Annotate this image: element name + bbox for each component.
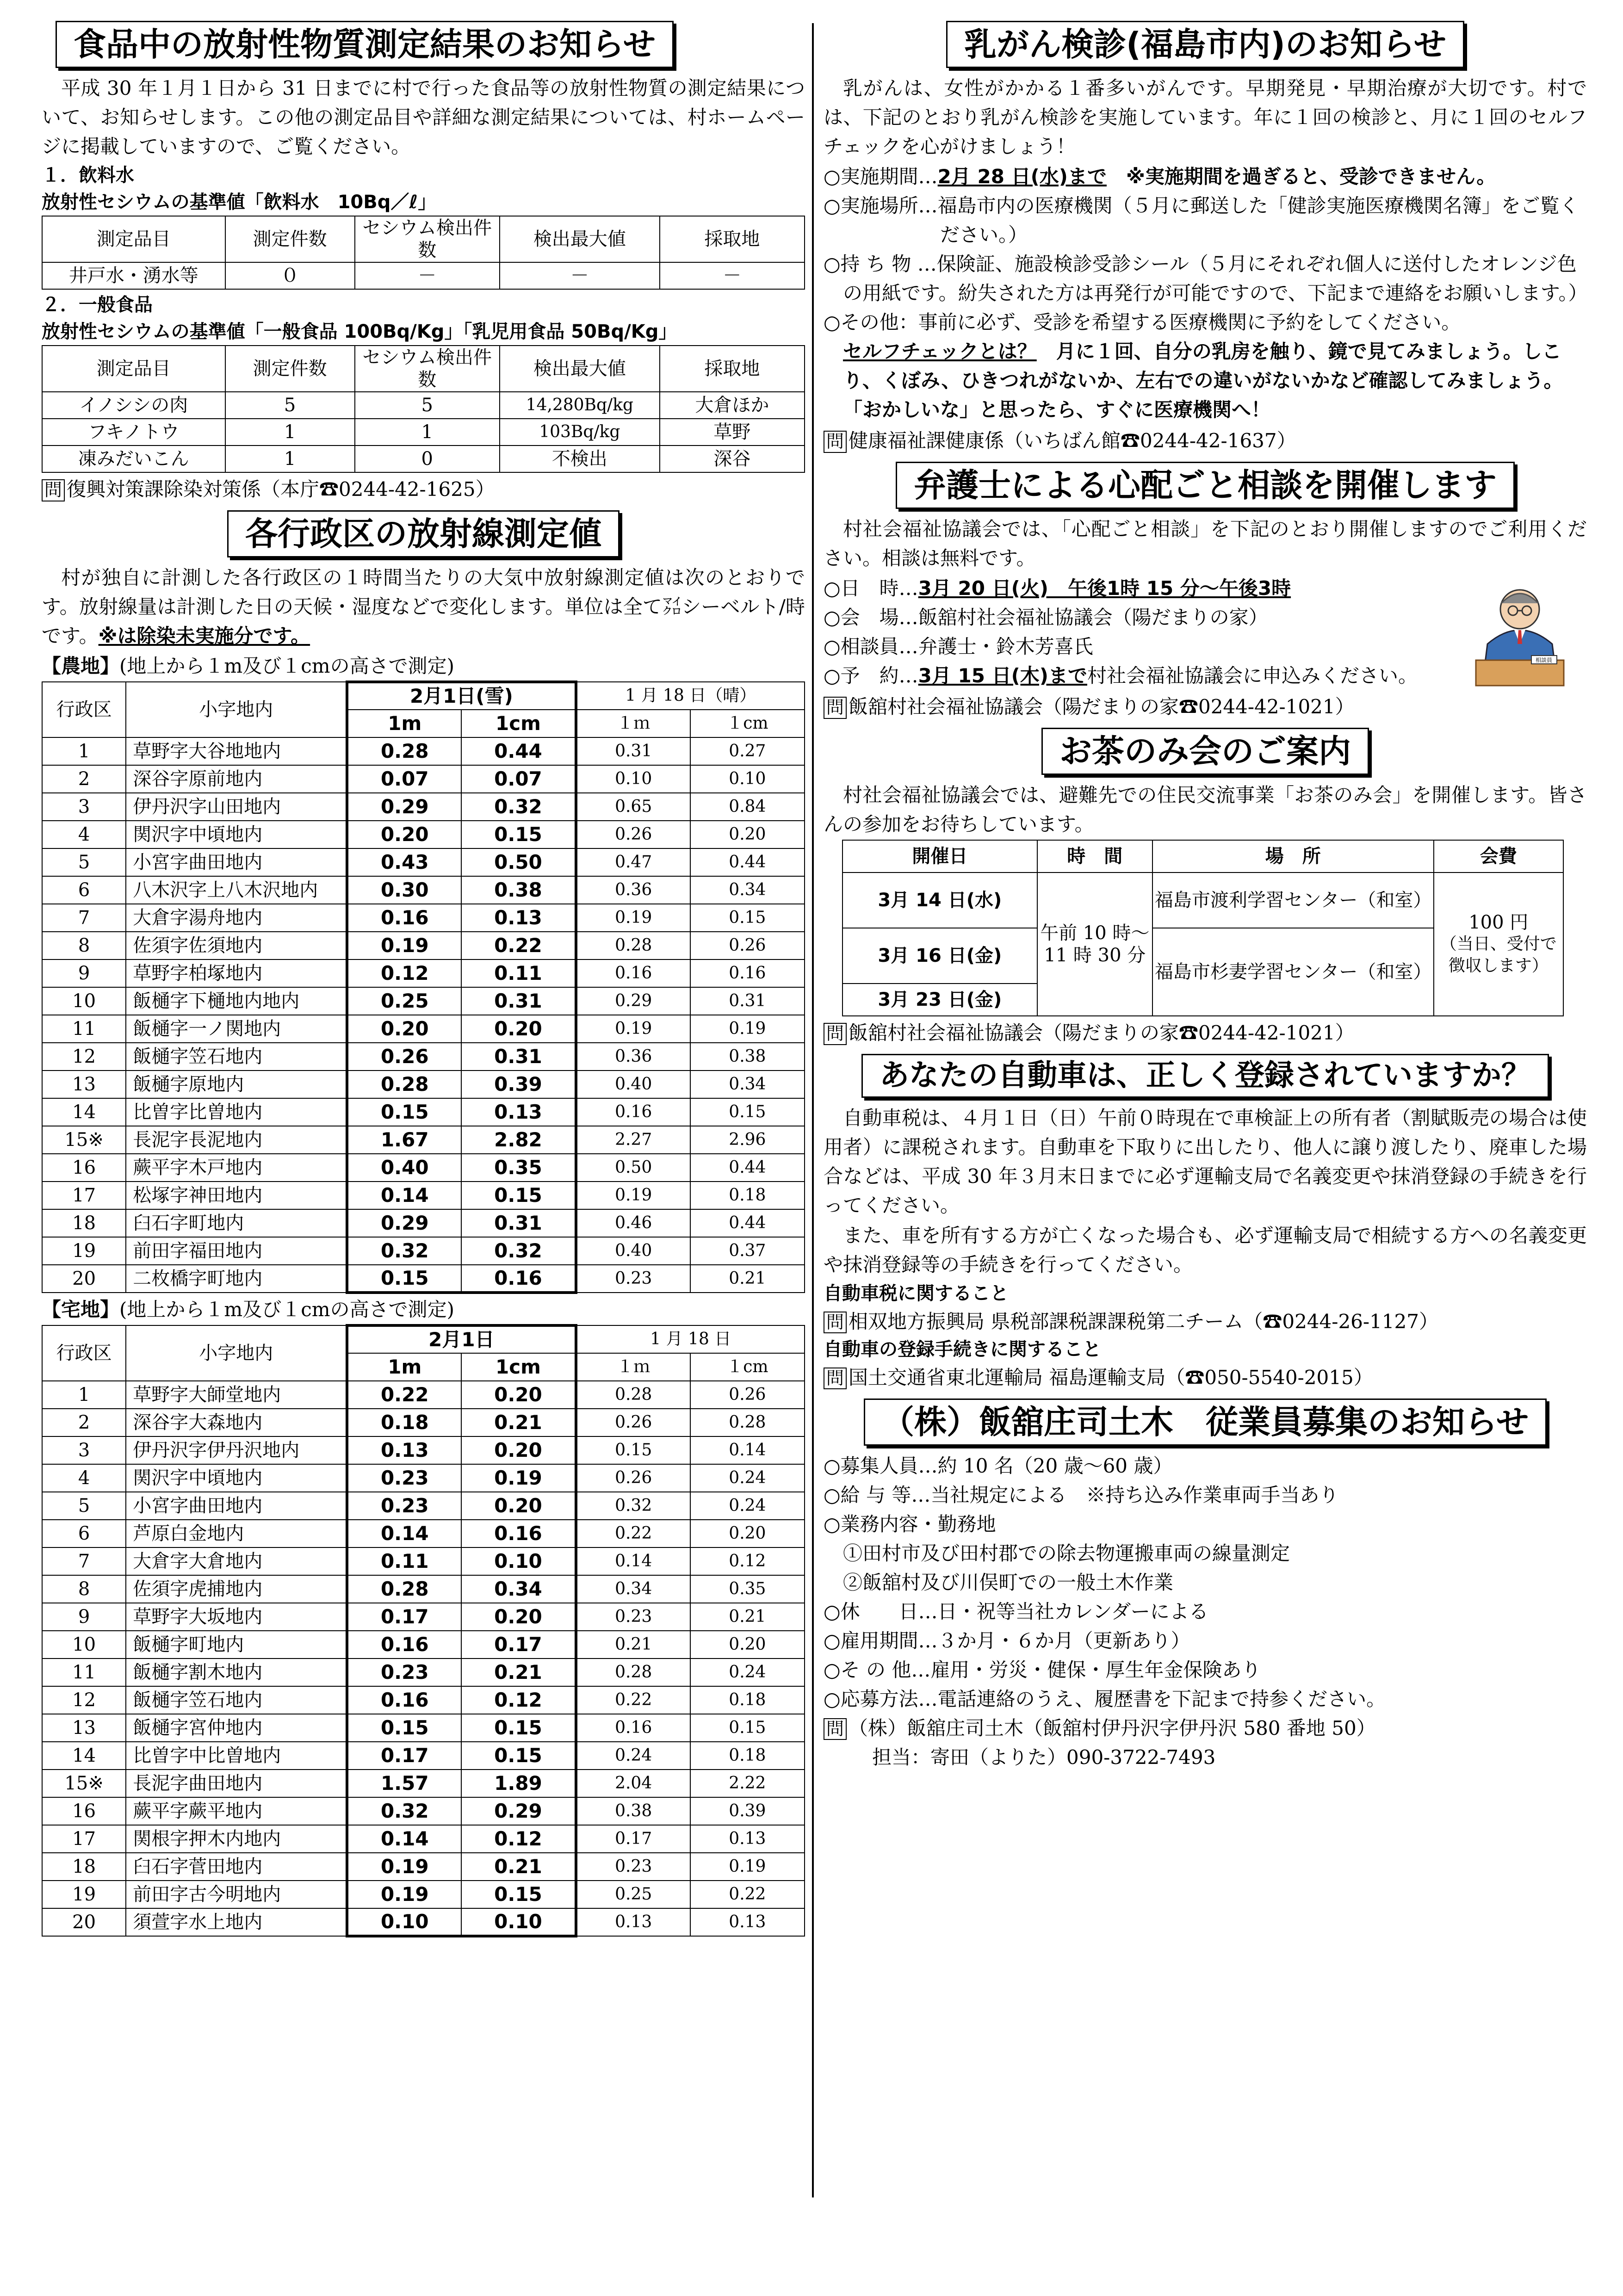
breast-inquiry: 問 健康福祉課健康係（いちばん館☎0244-42-1637）	[824, 426, 1587, 455]
car-registration-inquiry: 問 国土交通省東北運輸局 福島運輸支局（☎050-5540-2015）	[824, 1363, 1587, 1392]
desk-sign: 相談員	[1535, 657, 1553, 663]
list-item: ○休 日…日・祝等当社カレンダーによる	[824, 1600, 1208, 1623]
breast-intro: 乳がんは、女性がかかる１番多いがんです。早期発見・早期治療が大切です。村では、下記のとおり乳がん検診を実施しています。年に１回の検診と、月に１回のセルフチェックを心がけましょう！	[824, 77, 1587, 158]
table-row: 17 松塚字神田地内 0.14 0.15 0.19 0.18	[42, 1182, 805, 1209]
general-food-heading: ２．一般食品	[42, 294, 153, 316]
list-item: ○募集人員…約 10 名（20 歳～60 歳）	[824, 1454, 1173, 1477]
car-tax-inquiry: 問 相双地方振興局 県税部課税課課税第二チーム（☎0244-26-1127）	[824, 1307, 1587, 1336]
table-row: 15※ 長泥字曲田地内 1.57 1.89 2.04 2.22	[42, 1770, 805, 1797]
table-row: 4 関沢字中頃地内 0.23 0.19 0.26 0.24	[42, 1464, 805, 1492]
food-inquiry: 問 復興対策課除染対策係（本庁☎0244-42-1625）	[42, 475, 805, 504]
lawyer-date: ○日 時…3月 20 日(火) 午後1時 15 分～午後3時	[824, 577, 1291, 600]
col-date-previous: 1 月 18 日（晴）	[576, 682, 805, 710]
farmland-radiation-table: 行政区 小字地内 2月1日(雪) 1 月 18 日（晴） 1m 1cm １ｍ １cm 1 草野字大谷地地内 0.28 0.44 0.31 0.27 2 深谷字原前地内 0.07 0.07 0.10 0.10 3 伊丹沢字山田地内 0.29 0.32 0.65 0.84 4 関沢字中頃地内 0.20 0.15 0.26 0.20 5 小宮字曲田地内 0.43 0.50 0.47 0.44 6 八木沢字上八木沢地内 0.30 0.38 0.36 0.34 7 大倉字湯舟地内 0.16 0.13 0.19 0.15 8 佐須字佐須地内 0.19 0.22 0.28 0.26 9 草野字柏塚地内 0.12 0.11 0.16 0.16 10 飯樋字下樋地内地内 0.25 0.31 0.29 0.31 11 飯樋字一ノ関地内 0.20 0.20 0.19 0.19 12 飯樋字笠石地内 0.26 0.31 0.36 0.38 13 飯樋字原地内 0.28 0.39 0.40 0.34 14 比曽字比曽地内 0.15 0.13 0.16 0.15 15※ 長泥字長泥地内 1.67 2.82 2.27 2.96 16 蕨平字木戸地内 0.40 0.35 0.50 0.44 17 松塚字神田地内 0.14 0.15 0.19 0.18 18 臼石字町地内 0.29 0.31 0.46 0.44 19 前田字福田地内 0.32 0.32 0.40 0.37 20 二枚橋字町地内 0.15 0.16 0.23 0.21	[42, 681, 805, 1294]
table-row: 7 大倉字大倉地内 0.11 0.10 0.14 0.12	[42, 1547, 805, 1575]
table-row: 3 伊丹沢字山田地内 0.29 0.32 0.65 0.84	[42, 793, 805, 821]
lawyer-body	[824, 514, 1587, 690]
lawyer-inquiry: 問 飯舘村社会福祉協議会（陽だまりの家☎0244-42-1021）	[824, 692, 1587, 721]
lawyer-illustration	[1467, 575, 1573, 690]
job-contact: 担当：寄田（よりた）090-3722-7493	[872, 1745, 1216, 1769]
tea-fee: 100 円 （当日、受付で徴収します）	[1434, 873, 1563, 1016]
lawyer-section-title: 弁護士による心配ごと相談を開催します	[896, 462, 1515, 509]
table-row: 4 関沢字中頃地内 0.20 0.15 0.26 0.20	[42, 821, 805, 848]
car-tax-label: 自動車税に関すること	[824, 1282, 1009, 1304]
job-section-title: （株）飯舘庄司土木 従業員募集のお知らせ	[864, 1399, 1547, 1446]
food-section-title: 食品中の放射性物質測定結果のお知らせ	[56, 21, 674, 68]
col-site: 採取地	[660, 216, 805, 262]
general-food-standard: 放射性セシウムの基準値「一般食品 100Bq/Kg」「乳児用食品 50Bq/Kg」	[42, 321, 677, 342]
table-row: フキノトウ 1 1 103Bq/kg 草野	[42, 419, 805, 446]
table-row: 9 草野字大坂地内 0.17 0.20 0.23 0.21	[42, 1603, 805, 1631]
list-item: ○給 与 等…当社規定による ※持ち込み作業車両手当あり	[824, 1483, 1339, 1506]
col-max: 検出最大値	[500, 216, 660, 262]
lawyer-counselor: ○相談員…弁護士・鈴木芳喜氏	[824, 635, 1093, 658]
self-check: セルフチェックとは？ 月に１回、自分の乳房を触り、鏡で見てみましょう。しこり、くぼみ、ひきつれがないか、左右での違いがないかなど確認してみましょう。「おかしいな」と思ったら、すぐに医療機関へ！	[843, 340, 1563, 421]
drinking-water-heading: １．飲料水	[42, 165, 134, 186]
breast-other: ○その他：事前に必ず、受診を希望する医療機関に予約をしてください。	[824, 311, 1461, 334]
job-inquiry: 問 （株）飯舘庄司土木（飯舘村伊丹沢字伊丹沢 580 番地 50）	[824, 1714, 1587, 1743]
tea-section-title: お茶のみ会のご案内	[1041, 728, 1369, 775]
table-row: 7 大倉字湯舟地内 0.16 0.13 0.19 0.15	[42, 904, 805, 932]
table-row: 5 小宮字曲田地内 0.43 0.50 0.47 0.44	[42, 848, 805, 876]
list-item: ○そ の 他…雇用・労災・健保・厚生年金保険あり	[824, 1658, 1261, 1681]
table-row: 1 草野字大谷地地内 0.28 0.44 0.31 0.27	[42, 737, 805, 765]
col-date-current: 2月1日(雪)	[347, 682, 576, 710]
table-row: 16 蕨平字木戸地内 0.40 0.35 0.50 0.44	[42, 1154, 805, 1182]
breast-items: ○持 ち 物 …保険証、施設検診受診シール（５月にそれぞれ個人に送付したオレンジ色の用紙です。紛失された方は再発行が可能ですので、下記まで連絡をお願いします。）	[824, 253, 1588, 304]
tea-intro: 村社会福祉協議会では、避難先での住民交流事業「お茶のみ会」を開催します。皆さんの参加をお待ちしています。	[824, 784, 1587, 835]
table-row: 3月 23 日(金)	[842, 984, 1563, 1016]
drinking-water-table	[42, 216, 805, 290]
left-column	[42, 21, 805, 1937]
table-row: 8 佐須字佐須地内 0.19 0.22 0.28 0.26	[42, 932, 805, 959]
table-row: 2 深谷字原前地内 0.07 0.07 0.10 0.10	[42, 765, 805, 793]
table-row: 12 飯樋字笠石地内 0.16 0.12 0.22 0.18	[42, 1686, 805, 1714]
table-row: 10 飯樋字町地内 0.16 0.17 0.21 0.20	[42, 1631, 805, 1659]
table-row: イノシシの肉 5 5 14,280Bq/kg 大倉ほか	[42, 392, 805, 419]
table-row: 15※ 長泥字長泥地内 1.67 2.82 2.27 2.96	[42, 1126, 805, 1154]
table-row: 12 飯樋字笠石地内 0.26 0.31 0.36 0.38	[42, 1043, 805, 1071]
list-item: ①田村市及び田村郡での除去物運搬車両の線量測定	[843, 1541, 1290, 1565]
table-row: 18 臼石字菅田地内 0.19 0.21 0.23 0.19	[42, 1853, 805, 1881]
car-registration-label: 自動車の登録手続きに関すること	[824, 1338, 1101, 1360]
residential-radiation-table: 行政区 小字地内 2月1日 1 月 18 日 1m 1cm １ｍ １cm 1 草野字大師堂地内 0.22 0.20 0.28 0.26 2 深谷字大森地内 0.18 0.21 0.26 0.28 3 伊丹沢字伊丹沢地内 0.13 0.20 0.15 0.14 4 関沢字中頃地内 0.23 0.19 0.26 0.24 5 小宮字曲田地内 0.23 0.20 0.32 0.24 6 芦原白金地内 0.14 0.16 0.22 0.20 7 大倉字大倉地内 0.11 0.10 0.14 0.12 8 佐須字虎捕地内 0.28 0.34 0.34 0.35 9 草野字大坂地内 0.17 0.20 0.23 0.21 10 飯樋字町地内 0.16 0.17 0.21 0.20 11 飯樋字割木地内 0.23 0.21 0.28 0.24 12 飯樋字笠石地内 0.16 0.12 0.22 0.18 13 飯樋字宮仲地内 0.15 0.15 0.16 0.15 14 比曽字中比曽地内 0.17 0.15 0.24 0.18 15※ 長泥字曲田地内 1.57 1.89 2.04 2.22 16 蕨平字蕨平地内 0.32 0.29 0.38 0.39 17 関根字押木内地内 0.14 0.12 0.17 0.13 18 臼石字菅田地内 0.19 0.21 0.23 0.19 19 前田字古今明地内 0.19 0.15 0.25 0.22 20 須萱字水上地内 0.10 0.10 0.13 0.13	[42, 1324, 805, 1937]
counselor-icon	[1467, 575, 1573, 690]
table-row: 18 臼石字町地内 0.29 0.31 0.46 0.44	[42, 1209, 805, 1237]
list-item: ○業務内容・勤務地	[824, 1512, 996, 1535]
table-row: 1 草野字大師堂地内 0.22 0.20 0.28 0.26	[42, 1381, 805, 1409]
tea-schedule-table: 開催日 時 間 場 所 会費 3月 14 日(水) 午前 10 時～11 時 30 分 福島市渡利学習センター（和室） 100 円 （当日、受付で徴収します） 3月 16 日(金) 福島市杉妻学習センター（和室） 3月 23 日(金)	[842, 840, 1564, 1016]
col-date-current: 2月1日	[347, 1325, 576, 1353]
column-divider	[812, 23, 814, 2197]
table-row: 凍みだいこん 1 0 不検出 深谷	[42, 446, 805, 472]
breast-period: ○実施期間…2月 28 日(水)まで ※実施期間を過ぎると、受診できません。	[824, 165, 1496, 188]
job-details	[824, 1451, 1587, 1714]
col-detected: セシウム検出件数	[355, 216, 500, 262]
col-date-previous: 1 月 18 日	[576, 1325, 805, 1353]
breast-section-title: 乳がん検診(福島市内)のお知らせ	[946, 21, 1464, 68]
table-row: 11 飯樋字一ノ関地内 0.20 0.20 0.19 0.19	[42, 1015, 805, 1043]
table-row: 9 草野字柏塚地内 0.12 0.11 0.16 0.16	[42, 959, 805, 987]
general-food-table: 測定品目 測定件数 セシウム検出件数 検出最大値 採取地 イノシシの肉 5 5 14,280Bq/kg 大倉ほか フキノトウ 1 1 103Bq/kg 草野 凍みだいこん 1 0 不検出 深谷	[42, 345, 805, 473]
table-row: 13 飯樋字原地内 0.28 0.39 0.40 0.34	[42, 1071, 805, 1098]
table-row: 13 飯樋字宮仲地内 0.15 0.15 0.16 0.15	[42, 1714, 805, 1742]
table-row: 14 比曽字中比曽地内 0.17 0.15 0.24 0.18	[42, 1742, 805, 1770]
table-row: 2 深谷字大森地内 0.18 0.21 0.26 0.28	[42, 1409, 805, 1436]
radiation-note: ※は除染未実施分です。	[98, 625, 310, 647]
table-row: 14 比曽字比曽地内 0.15 0.13 0.16 0.15	[42, 1098, 805, 1126]
table-row: 20 二枚橋字町地内 0.15 0.16 0.23 0.21	[42, 1265, 805, 1293]
list-item: ○雇用期間…３か月・６か月（更新あり）	[824, 1629, 1190, 1652]
col-area: 小字地内	[126, 682, 347, 737]
col-ward: 行政区	[42, 682, 126, 737]
table-row: 8 佐須字虎捕地内 0.28 0.34 0.34 0.35	[42, 1575, 805, 1603]
car-paragraph-1: 自動車税は、４月１日（日）午前０時現在で車検証上の所有者（割賦販売の場合は使用者）に課税されます。自動車を下取りに出したり、他人に譲り渡したり、廃車した場合などは、平成 30 年３月末日までに必ず運輸支局で名義変更や抹消登録の手続きを行ってください。	[824, 1106, 1587, 1217]
table-row: 3 伊丹沢字伊丹沢地内 0.13 0.20 0.15 0.14	[42, 1436, 805, 1464]
table-row: 3月 16 日(金) 福島市杉妻学習センター（和室）	[842, 928, 1563, 984]
list-item: ②飯舘村及び川俣町での一般土木作業	[843, 1571, 1174, 1594]
drinking-water-standard: 放射性セシウムの基準値「飲料水 10Bq／ℓ」	[42, 192, 437, 213]
food-intro: 平成 30 年１月１日から 31 日までに村で行った食品等の放射性物質の測定結果について、お知らせします。この他の測定品目や詳細な測定結果については、村ホームページに掲載していますので、ご覧ください。	[42, 77, 805, 158]
radiation-section-title: 各行政区の放射線測定値	[227, 510, 619, 557]
list-item: ○応募方法…電話連絡のうえ、履歴書を下記まで持参ください。	[824, 1687, 1386, 1710]
table-row: 11 飯樋字割木地内 0.23 0.21 0.28 0.24	[42, 1659, 805, 1686]
tea-time: 午前 10 時～11 時 30 分	[1037, 873, 1152, 1016]
radiation-intro: 村が独自に計測した各行政区の１時間当たりの大気中放射線測定値は次のとおりです。放射線量は計測した日の天候・湿度などで変化します。単位は全て㍃シーベルト/時です。※は除染未実施分です。	[42, 566, 805, 647]
car-section-title: あなたの自動車は、正しく登録されていますか？	[861, 1054, 1549, 1098]
farmland-caption: 【農地】(地上から１m及び１cmの高さで測定)	[42, 655, 454, 677]
table-row: 井戸水・湧水等 ０ － － －	[42, 262, 805, 289]
right-column	[824, 21, 1587, 1772]
table-row: 6 八木沢字上八木沢地内 0.30 0.38 0.36 0.34	[42, 876, 805, 904]
inquiry-mark: 問	[42, 479, 65, 501]
col-count: 測定件数	[225, 216, 355, 262]
car-paragraph-2: また、車を所有する方が亡くなった場合も、必ず運輸支局で相続する方への名義変更や抹消登録等の手続きを行ってください。	[824, 1224, 1587, 1276]
residential-caption: 【宅地】(地上から１m及び１cmの高さで測定)	[42, 1298, 454, 1321]
table-row: 19 前田字古今明地内 0.19 0.15 0.25 0.22	[42, 1881, 805, 1908]
table-row: 5 小宮字曲田地内 0.23 0.20 0.32 0.24	[42, 1492, 805, 1520]
table-row: 10 飯樋字下樋地内地内 0.25 0.31 0.29 0.31	[42, 987, 805, 1015]
table-row: 19 前田字福田地内 0.32 0.32 0.40 0.37	[42, 1237, 805, 1265]
lawyer-reserve: ○予 約…3月 15 日(木)まで村社会福祉協議会に申込みください。	[824, 664, 1418, 687]
table-row: 16 蕨平字蕨平地内 0.32 0.29 0.38 0.39	[42, 1797, 805, 1825]
col-item: 測定品目	[42, 216, 225, 262]
breast-place: ○実施場所…福島市内の医療機関（５月に郵送した「健診実施医療機関名簿」をご覧ください。）	[824, 194, 1579, 246]
lawyer-venue: ○会 場…飯舘村社会福祉協議会（陽だまりの家）	[824, 606, 1268, 629]
table-row: 3月 14 日(水) 午前 10 時～11 時 30 分 福島市渡利学習センター（和室） 100 円 （当日、受付で徴収します）	[842, 873, 1563, 928]
table-row: 17 関根字押木内地内 0.14 0.12 0.17 0.13	[42, 1825, 805, 1853]
table-row: 20 須萱字水上地内 0.10 0.10 0.13 0.13	[42, 1908, 805, 1936]
table-row: 6 芦原白金地内 0.14 0.16 0.22 0.20	[42, 1520, 805, 1547]
lawyer-intro: 村社会福祉協議会では、「心配ごと相談」を下記のとおり開催しますのでご利用ください。相談は無料です。	[824, 518, 1587, 569]
tea-inquiry: 問 飯舘村社会福祉協議会（陽だまりの家☎0244-42-1021）	[824, 1018, 1587, 1047]
